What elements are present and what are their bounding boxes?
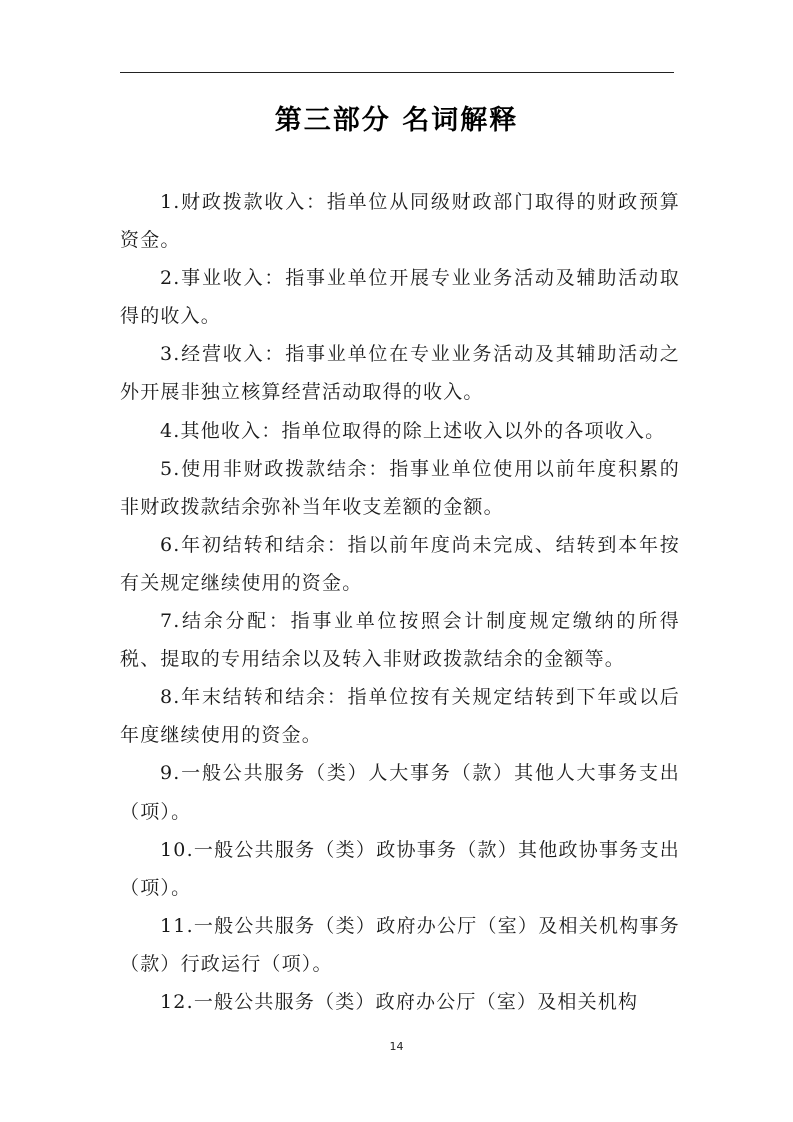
header-rule: [120, 72, 674, 73]
page-number: 14: [389, 1040, 404, 1053]
definition-paragraph: 9.一般公共服务（类）人大事务（款）其他人大事务支出（项）。: [120, 762, 680, 823]
definition-paragraph: 8.年末结转和结余：指单位按有关规定结转到下年或以后年度继续使用的资金。: [120, 686, 680, 747]
definition-paragraph: 6.年初结转和结余：指以前年度尚未完成、结转到本年按有关规定继续使用的资金。: [120, 533, 680, 594]
definition-paragraph: 2.事业收入：指事业单位开展专业业务活动及辅助活动取得的收入。: [120, 267, 680, 328]
definition-paragraph: 11.一般公共服务（类）政府办公厅（室）及相关机构事务（款）行政运行（项）。: [120, 914, 680, 975]
definition-paragraph: 4.其他收入：指单位取得的除上述收入以外的各项收入。: [160, 419, 666, 442]
definition-paragraph: 5.使用非财政拨款结余：指事业单位使用以前年度积累的非财政拨款结余弥补当年收支差额的金额。: [120, 457, 680, 518]
definition-paragraph: 3.经营收入：指事业单位在专业业务活动及其辅助活动之外开展非独立核算经营活动取得的收入。: [120, 343, 680, 404]
definition-paragraph: 7.结余分配：指事业单位按照会计制度规定缴纳的所得税、提取的专用结余以及转入非财政拨款结余的金额等。: [120, 610, 680, 671]
definition-paragraph: 12.一般公共服务（类）政府办公厅（室）及相关机构: [160, 990, 639, 1013]
definition-paragraph: 10.一般公共服务（类）政协事务（款）其他政协事务支出（项）。: [120, 838, 680, 899]
definitions-body: [120, 183, 680, 1021]
section-title: 第三部分 名词解释: [274, 105, 519, 136]
definition-paragraph: 1.财政拨款收入：指单位从同级财政部门取得的财政预算资金。: [120, 191, 680, 252]
